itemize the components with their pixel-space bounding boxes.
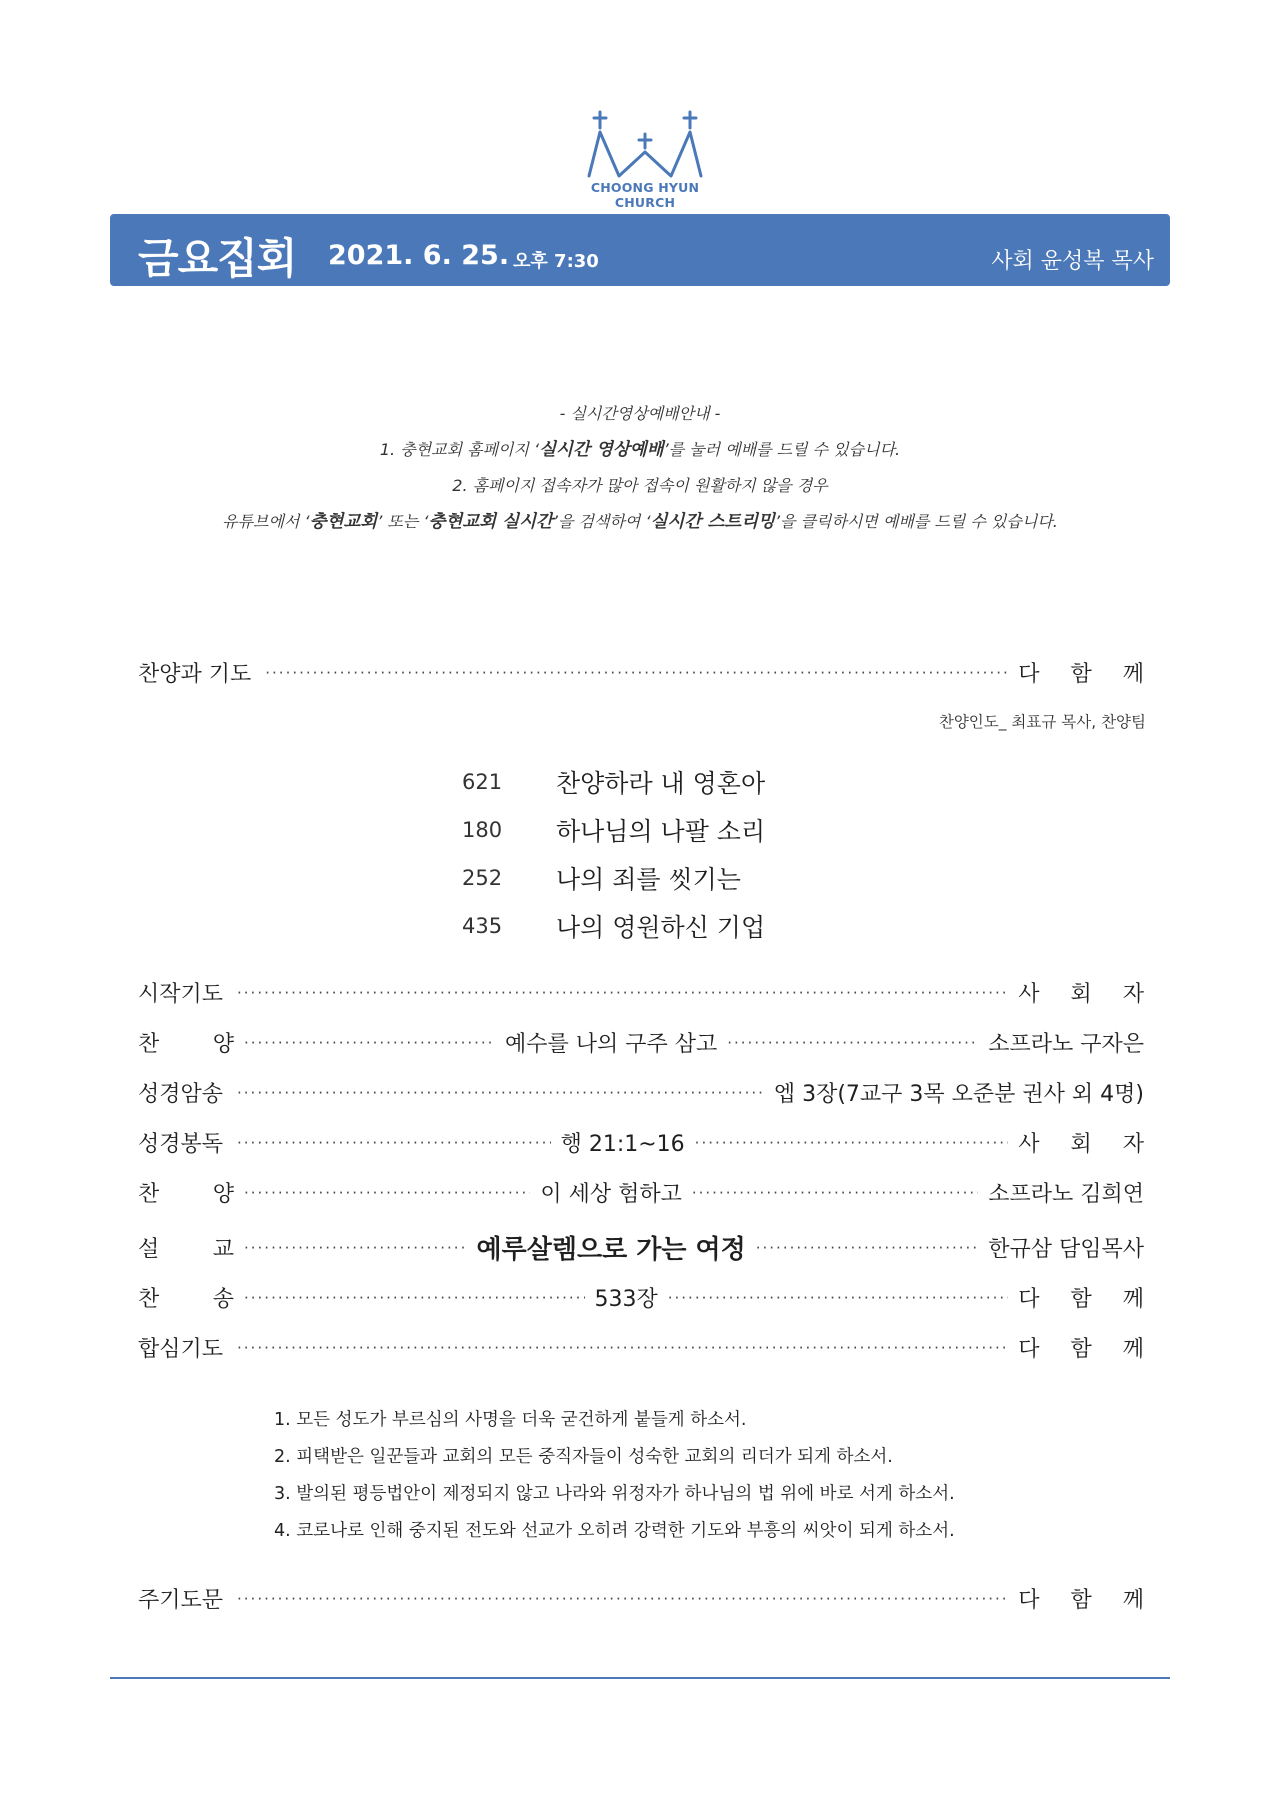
order-label: 성경봉독 — [138, 1131, 224, 1157]
service-time: 오후 7:30 — [513, 251, 599, 272]
dot-leader — [244, 1237, 466, 1257]
dot-leader — [237, 1132, 551, 1152]
order-mid: 이 세상 험하고 — [540, 1181, 682, 1207]
dot-leader — [668, 1287, 1009, 1307]
order-right: 다 함 께 — [1018, 1336, 1156, 1362]
order-row-opening-prayer — [138, 974, 1156, 1010]
order-row-sermon — [138, 1229, 1144, 1265]
hymn-title: 찬양하라 내 영혼아 — [556, 769, 766, 798]
hymn-title: 나의 영원하신 기업 — [556, 913, 766, 942]
footer-divider — [110, 1677, 1170, 1679]
order-label: 찬 양 — [138, 1181, 234, 1207]
order-mid: 행 21:1~16 — [560, 1131, 685, 1157]
worship-leader-note: 찬양인도_ 최표규 목사, 찬양팀 — [938, 713, 1146, 731]
hymn-item — [462, 854, 765, 902]
prayer-item: 3. 발의된 평등법안이 제정되지 않고 나라와 위정자가 하나님의 법 위에 바로 서게 하소서. — [274, 1484, 955, 1504]
order-row-hymn — [138, 1279, 1156, 1315]
notice-line-3: 유튜브에서 ‘충현교회’ 또는 ‘충현교회 실시간’을 검색하여 ‘실시간 스트리밍’을 클릭하시면 예배를 드릴 수 있습니다. — [222, 512, 1058, 532]
order-label: 성경암송 — [138, 1081, 224, 1107]
order-label: 찬양과 기도 — [138, 661, 252, 687]
order-right: 소프라노 구자은 — [988, 1031, 1145, 1057]
order-label: 찬 송 — [138, 1286, 234, 1312]
prayer-item: 1. 모든 성도가 부르심의 사명을 더욱 굳건하게 붙들게 하소서. — [274, 1410, 747, 1430]
order-right: 다 함 께 — [1018, 661, 1156, 687]
order-mid: 예수를 나의 구주 삼고 — [505, 1031, 718, 1057]
order-label: 주기도문 — [138, 1587, 224, 1613]
order-label: 설 교 — [138, 1236, 234, 1262]
dot-leader — [244, 1032, 495, 1052]
dot-leader — [695, 1132, 1009, 1152]
order-right: 다 함 께 — [1018, 1286, 1156, 1312]
prayer-topics — [274, 1402, 955, 1550]
order-mid: 533장 — [594, 1286, 658, 1312]
order-row-joint-prayer — [138, 1329, 1156, 1365]
logo-text: CHOONG HYUN CHURCH — [590, 180, 700, 210]
service-host: 사회 윤성복 목사 — [991, 249, 1154, 274]
header-banner — [110, 214, 1170, 286]
hymn-item — [462, 758, 765, 806]
hymn-item — [462, 902, 765, 950]
live-stream-notice — [110, 396, 1170, 540]
service-title: 금요집회 — [138, 234, 297, 283]
order-right: 다 함 께 — [1018, 1587, 1156, 1613]
dot-leader — [237, 1082, 764, 1102]
church-logo — [560, 108, 730, 208]
dot-leader — [237, 1337, 1008, 1357]
hymn-number: 180 — [462, 818, 503, 842]
order-row-praise-2 — [138, 1174, 1144, 1210]
hymn-number: 621 — [462, 770, 503, 794]
order-row-worship — [138, 654, 1156, 690]
order-row-scripture-memorize — [138, 1074, 1144, 1110]
notice-line-2: 2. 홈페이지 접속자가 많아 접속이 원활하지 않을 경우 — [452, 476, 828, 495]
order-label: 합심기도 — [138, 1336, 224, 1362]
hymn-list — [462, 758, 765, 950]
dot-leader — [265, 662, 1008, 682]
order-right: 한규삼 담임목사 — [988, 1236, 1144, 1262]
hymn-item — [462, 806, 765, 854]
dot-leader — [756, 1237, 978, 1257]
order-row-praise-1 — [138, 1024, 1144, 1060]
service-date: 2021. 6. 25. — [328, 240, 510, 271]
dot-leader — [237, 1588, 1008, 1608]
order-label: 시작기도 — [138, 981, 224, 1007]
order-right: 엡 3장(7교구 3목 오준분 권사 외 4명) — [773, 1081, 1144, 1107]
hymn-number: 252 — [462, 866, 503, 890]
dot-leader — [244, 1182, 530, 1202]
hymn-number: 435 — [462, 914, 503, 938]
order-right: 사 회 자 — [1018, 1131, 1156, 1157]
prayer-item: 2. 피택받은 일꾼들과 교회의 모든 중직자들이 성숙한 교회의 리더가 되게 하소서. — [274, 1447, 893, 1467]
hymn-title: 나의 죄를 씻기는 — [556, 865, 741, 894]
notice-line-1: 1. 충현교회 홈페이지 ‘실시간 영상예배’를 눌러 예배를 드릴 수 있습니다. — [379, 440, 901, 460]
dot-leader — [244, 1287, 585, 1307]
hymn-title: 하나님의 나팔 소리 — [556, 817, 766, 846]
order-row-scripture-reading — [138, 1124, 1156, 1160]
sermon-title: 예루살렘으로 가는 여정 — [476, 1234, 746, 1265]
order-right: 소프라노 김희연 — [988, 1181, 1145, 1207]
prayer-item: 4. 코로나로 인해 중지된 전도와 선교가 오히려 강력한 기도와 부흥의 씨앗이 되게 하소서. — [274, 1521, 955, 1541]
notice-heading: - 실시간영상예배안내 - — [559, 404, 721, 423]
dot-leader — [727, 1032, 978, 1052]
order-right: 사 회 자 — [1018, 981, 1156, 1007]
order-label: 찬 양 — [138, 1031, 234, 1057]
church-spires-icon — [585, 108, 705, 178]
order-row-lords-prayer — [138, 1580, 1156, 1616]
dot-leader — [692, 1182, 978, 1202]
dot-leader — [237, 982, 1008, 1002]
